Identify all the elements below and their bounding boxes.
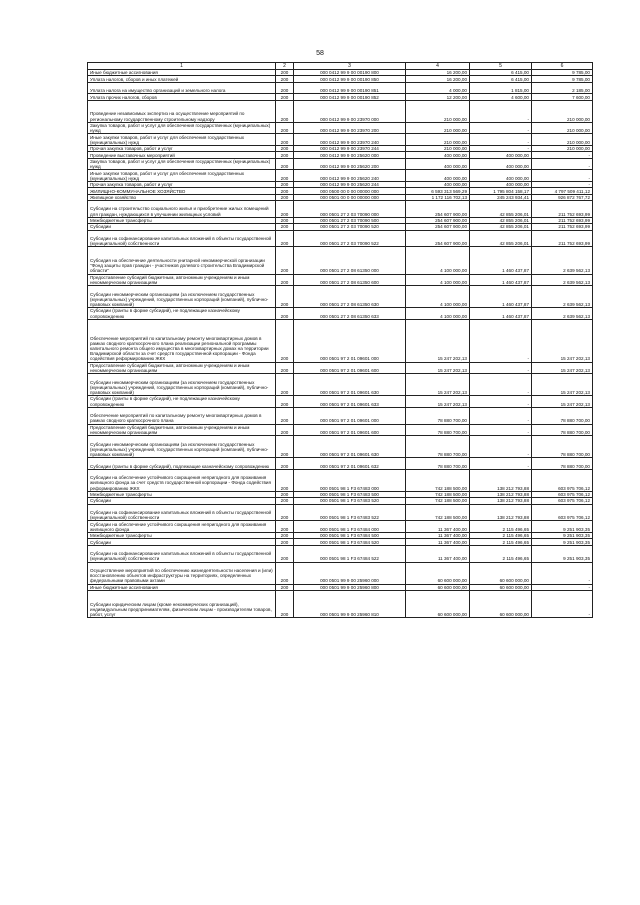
row-unexecuted-cell: 210 000,00	[532, 134, 593, 146]
row-name-cell: Субсидии на строительство социального жилья и приобретение жилых помещений для граждан, нуждающихся в улучшении жилищных условий	[88, 201, 276, 218]
row-kbk-cell: 000 0501 98 1 F3 67484 522	[294, 545, 406, 562]
row-approved-cell: 15 247 202,13	[406, 374, 470, 396]
row-unexecuted-cell: 9 251 903,35	[532, 545, 593, 562]
row-unexecuted-cell: 9 785,00	[532, 76, 593, 82]
row-code-cell: 200	[276, 504, 294, 521]
row-approved-cell: 11 367 400,00	[406, 539, 470, 545]
row-approved-cell: 210 000,00	[406, 122, 470, 134]
row-name-cell: Иные бюджетные ассигнования	[88, 70, 276, 76]
row-unexecuted-cell: 4 797 509 411,12	[532, 188, 593, 194]
row-approved-cell: 60 600 000,00	[406, 562, 470, 584]
row-unexecuted-cell: 78 880 700,00	[532, 436, 593, 458]
table-row	[88, 319, 593, 362]
row-executed-cell: 1 460 437,87	[470, 274, 532, 286]
row-executed-cell: 6 415,00	[470, 70, 532, 76]
row-unexecuted-cell: -	[532, 152, 593, 158]
row-name-cell: Проведение выставочных мероприятий	[88, 152, 276, 158]
table-row	[88, 82, 593, 94]
row-approved-cell: 1 172 116 702,13	[406, 194, 470, 200]
table-row	[88, 230, 593, 247]
row-executed-cell: -	[470, 436, 532, 458]
row-executed-cell: 60 600 000,00	[470, 584, 532, 590]
table-row	[88, 374, 593, 396]
table-row	[88, 562, 593, 584]
row-name-cell: Субсидии (гранты в форме субсидий), подлежащие казначейскому сопровождению	[88, 458, 276, 470]
row-kbk-cell: 000 0412 99 9 00 23970 244	[294, 145, 406, 151]
row-kbk-cell: 000 0501 27 2 03 70090 522	[294, 230, 406, 247]
row-approved-cell: 400 000,00	[406, 158, 470, 170]
row-kbk-cell: 000 0412 99 9 00 00190 852	[294, 94, 406, 100]
header-cell: 6	[532, 63, 593, 70]
row-unexecuted-cell: 9 785,00	[532, 70, 593, 76]
row-unexecuted-cell: 9 251 903,35	[532, 539, 593, 545]
row-executed-cell: -	[470, 319, 532, 362]
table-row	[88, 504, 593, 521]
row-unexecuted-cell: 15 247 202,13	[532, 374, 593, 396]
header-cell: 5	[470, 63, 532, 70]
row-name-cell: Межбюджетные трансферты	[88, 217, 276, 223]
row-executed-cell: -	[470, 100, 532, 122]
page-number: 58	[316, 50, 324, 57]
row-executed-cell: -	[470, 122, 532, 134]
row-code-cell: 200	[276, 491, 294, 497]
row-code-cell: 200	[276, 498, 294, 504]
row-code-cell: 200	[276, 319, 294, 362]
row-code-cell: 200	[276, 152, 294, 158]
header-cell: 3	[294, 63, 406, 70]
row-code-cell: 200	[276, 194, 294, 200]
row-name-cell: Закупка товаров, работ и услуг для обеспечения государственных (муниципальных) нужд	[88, 122, 276, 134]
table-row	[88, 436, 593, 458]
row-kbk-cell: 000 0501 27 2 08 61350 000	[294, 247, 406, 274]
row-code-cell: 200	[276, 217, 294, 223]
header-cell: 4	[406, 63, 470, 70]
row-kbk-cell: 000 0501 97 2 01 09601 633	[294, 396, 406, 408]
row-name-cell: Уплата налогов, сборов и иных платежей	[88, 76, 276, 82]
row-kbk-cell: 000 0501 97 2 01 09601 630	[294, 374, 406, 396]
row-executed-cell: -	[470, 458, 532, 470]
row-name-cell: Уплата налога на имущество организаций и земельного налога	[88, 82, 276, 94]
row-executed-cell: -	[470, 145, 532, 151]
row-unexecuted-cell: 603 975 706,12	[532, 498, 593, 504]
row-code-cell: 200	[276, 274, 294, 286]
row-approved-cell: 210 000,00	[406, 145, 470, 151]
row-code-cell: 200	[276, 396, 294, 408]
row-approved-cell: 254 607 900,00	[406, 217, 470, 223]
row-unexecuted-cell: -	[532, 170, 593, 182]
row-executed-cell: -	[470, 396, 532, 408]
row-executed-cell: 400 000,00	[470, 152, 532, 158]
row-code-cell: 200	[276, 362, 294, 374]
row-approved-cell: 210 000,00	[406, 100, 470, 122]
row-unexecuted-cell: 210 000,00	[532, 122, 593, 134]
row-executed-cell: 42 855 206,01	[470, 217, 532, 223]
row-kbk-cell: 000 0501 99 9 00 25960 800	[294, 584, 406, 590]
row-approved-cell: 78 880 700,00	[406, 458, 470, 470]
row-name-cell: Субсидии некоммерческим организациям (за исключением государственных (муниципальных) учреждений, государственных корпораций (компаний), публично-правовых компаний)	[88, 374, 276, 396]
row-unexecuted-cell: 2 639 562,13	[532, 308, 593, 320]
row-name-cell: Иные закупки товаров, работ и услуг для обеспечения государственных (муниципальных) нужд	[88, 170, 276, 182]
row-kbk-cell: 000 0501 98 1 F3 67484 520	[294, 539, 406, 545]
row-executed-cell: 1 460 437,87	[470, 286, 532, 308]
row-name-cell: Предоставление субсидий бюджетным, автономным учреждениям и иным некоммерческим организациям	[88, 424, 276, 436]
row-name-cell: Субсидии некоммерческим организациям (за исключением государственных (муниципальных) учреждений, государственных корпораций (компаний), публично-правовых компаний)	[88, 286, 276, 308]
row-name-cell: Субсидии (гранты в форме субсидий), не подлежащие казначейскому сопровождению	[88, 396, 276, 408]
row-unexecuted-cell: -	[532, 590, 593, 617]
row-approved-cell: 254 607 900,00	[406, 201, 470, 218]
row-name-cell: ЖИЛИЩНО-КОММУНАЛЬНОЕ ХОЗЯЙСТВО	[88, 188, 276, 194]
table-row	[88, 458, 593, 470]
row-unexecuted-cell: 211 752 693,99	[532, 224, 593, 230]
row-code-cell: 200	[276, 134, 294, 146]
row-unexecuted-cell: -	[532, 158, 593, 170]
row-code-cell: 200	[276, 122, 294, 134]
table-row	[88, 134, 593, 146]
table-header-row	[88, 63, 593, 70]
row-executed-cell: 2 115 496,65	[470, 539, 532, 545]
row-unexecuted-cell: 15 247 202,13	[532, 396, 593, 408]
row-code-cell: 200	[276, 407, 294, 424]
row-executed-cell: 6 415,00	[470, 76, 532, 82]
row-name-cell: Иные бюджетные ассигнования	[88, 584, 276, 590]
row-unexecuted-cell: 78 880 700,00	[532, 424, 593, 436]
row-code-cell: 200	[276, 94, 294, 100]
row-approved-cell: 400 000,00	[406, 181, 470, 187]
row-kbk-cell: 000 0501 97 2 01 09601 000	[294, 319, 406, 362]
row-executed-cell: -	[470, 424, 532, 436]
row-kbk-cell: 000 0501 97 2 01 09601 632	[294, 458, 406, 470]
row-code-cell: 200	[276, 82, 294, 94]
row-approved-cell: 15 247 202,13	[406, 362, 470, 374]
table-row	[88, 469, 593, 491]
row-name-cell: Субсидии	[88, 224, 276, 230]
row-approved-cell: 11 367 400,00	[406, 545, 470, 562]
table-row	[88, 590, 593, 617]
row-executed-cell: 138 212 793,88	[470, 491, 532, 497]
table-row	[88, 158, 593, 170]
row-kbk-cell: 000 0501 98 1 F3 67484 000	[294, 521, 406, 533]
row-executed-cell: -	[470, 374, 532, 396]
row-code-cell: 200	[276, 374, 294, 396]
row-name-cell: Субсидии на софинансирование капитальных вложений в объекты государственной (муниципальной) собственности	[88, 230, 276, 247]
row-kbk-cell: 000 0412 99 9 00 25620 000	[294, 152, 406, 158]
row-approved-cell: 16 200,00	[406, 70, 470, 76]
row-executed-cell: -	[470, 362, 532, 374]
row-name-cell: Проведение независимых экспертиз на осуществление мероприятий по региональному государственному строительному надзору	[88, 100, 276, 122]
row-kbk-cell: 000 0412 99 9 00 23970 200	[294, 122, 406, 134]
row-unexecuted-cell: -	[532, 584, 593, 590]
row-kbk-cell: 000 0412 99 9 00 23970 000	[294, 100, 406, 122]
row-name-cell: Обеспечение мероприятий по капитальному ремонту многоквартирных домов в рамках сводного краткосрочного плана	[88, 407, 276, 424]
table-row	[88, 424, 593, 436]
row-executed-cell: 138 212 793,88	[470, 498, 532, 504]
row-name-cell: Закупка товаров, работ и услуг для обеспечения государственных (муниципальных) нужд	[88, 158, 276, 170]
row-kbk-cell: 000 0501 98 1 F3 67483 500	[294, 491, 406, 497]
row-approved-cell: 4 100 000,00	[406, 286, 470, 308]
row-unexecuted-cell: 603 975 706,12	[532, 469, 593, 491]
row-unexecuted-cell: 2 639 562,13	[532, 274, 593, 286]
row-code-cell: 200	[276, 170, 294, 182]
table-row	[88, 545, 593, 562]
table-row	[88, 201, 593, 218]
row-approved-cell: 4 000,00	[406, 82, 470, 94]
row-name-cell: Межбюджетные трансферты	[88, 532, 276, 538]
row-code-cell: 200	[276, 521, 294, 533]
row-executed-cell: 60 600 000,00	[470, 590, 532, 617]
row-unexecuted-cell: 210 000,00	[532, 145, 593, 151]
row-kbk-cell: 000 0501 27 2 08 61350 600	[294, 274, 406, 286]
row-executed-cell: 400 000,00	[470, 181, 532, 187]
row-executed-cell: 400 000,00	[470, 158, 532, 170]
row-code-cell: 200	[276, 539, 294, 545]
row-kbk-cell: 000 0501 27 2 03 70090 500	[294, 217, 406, 223]
row-name-cell: Обеспечение мероприятий по капитальному ремонту многоквартирных домов в рамках сводного краткосрочного плана реализации региональной программы капитального ремонта общего имущества в многоквартирных домах на территории Владимирской области за счет средств государственной корпорации - Фонда содействия реформированию ЖКХ	[88, 319, 276, 362]
row-executed-cell: -	[470, 134, 532, 146]
row-approved-cell: 400 000,00	[406, 170, 470, 182]
row-executed-cell: 138 212 793,88	[470, 504, 532, 521]
row-code-cell: 200	[276, 145, 294, 151]
row-approved-cell: 12 200,00	[406, 94, 470, 100]
row-executed-cell: 2 115 496,65	[470, 521, 532, 533]
row-approved-cell: 78 880 700,00	[406, 436, 470, 458]
row-kbk-cell: 000 0501 27 2 03 70090 000	[294, 201, 406, 218]
row-kbk-cell: 000 0501 27 2 08 61350 630	[294, 286, 406, 308]
row-name-cell: Субсидии	[88, 498, 276, 504]
row-code-cell: 200	[276, 590, 294, 617]
row-executed-cell: 4 600,00	[470, 94, 532, 100]
row-unexecuted-cell: 211 752 693,99	[532, 230, 593, 247]
row-approved-cell: 78 880 700,00	[406, 407, 470, 424]
row-executed-cell: 1 795 804 158,17	[470, 188, 532, 194]
row-approved-cell: 6 593 313 569,29	[406, 188, 470, 194]
row-approved-cell: 254 607 900,00	[406, 224, 470, 230]
row-kbk-cell: 000 0412 99 9 00 23970 240	[294, 134, 406, 146]
row-code-cell: 200	[276, 247, 294, 274]
row-approved-cell: 16 200,00	[406, 76, 470, 82]
row-approved-cell: 15 247 202,13	[406, 319, 470, 362]
row-unexecuted-cell: 210 000,00	[532, 100, 593, 122]
row-code-cell: 200	[276, 76, 294, 82]
row-unexecuted-cell: 15 247 202,13	[532, 319, 593, 362]
row-approved-cell: 4 100 000,00	[406, 247, 470, 274]
row-kbk-cell: 000 0501 97 2 01 09601 000	[294, 407, 406, 424]
row-unexecuted-cell: -	[532, 562, 593, 584]
row-kbk-cell: 000 0501 27 2 03 70090 520	[294, 224, 406, 230]
table-row	[88, 362, 593, 374]
row-code-cell: 200	[276, 224, 294, 230]
row-name-cell: Прочая закупка товаров, работ и услуг	[88, 145, 276, 151]
row-approved-cell: 254 607 900,00	[406, 230, 470, 247]
table-row	[88, 170, 593, 182]
row-kbk-cell: 000 0412 99 9 00 25620 200	[294, 158, 406, 170]
row-approved-cell: 742 188 500,00	[406, 498, 470, 504]
table-row	[88, 100, 593, 122]
row-approved-cell: 4 100 000,00	[406, 308, 470, 320]
row-approved-cell: 60 600 000,00	[406, 584, 470, 590]
row-kbk-cell: 000 0501 99 9 00 25960 810	[294, 590, 406, 617]
table-row	[88, 274, 593, 286]
header-cell: 1	[88, 63, 276, 70]
row-name-cell: Уплата прочих налогов, сборов	[88, 94, 276, 100]
table-row	[88, 152, 593, 158]
row-unexecuted-cell: 78 880 700,00	[532, 407, 593, 424]
row-unexecuted-cell: -	[532, 181, 593, 187]
row-approved-cell: 11 367 400,00	[406, 521, 470, 533]
row-code-cell: 200	[276, 545, 294, 562]
row-kbk-cell: 000 0412 99 9 00 25620 244	[294, 181, 406, 187]
row-name-cell: Осуществление мероприятий по обеспечению жизнедеятельности населения и (или) восстановлению объектов инфраструктуры на территориях, определенных федеральными правовыми актами	[88, 562, 276, 584]
row-kbk-cell: 000 0412 99 9 00 25620 240	[294, 170, 406, 182]
row-kbk-cell: 000 0501 97 2 01 09601 600	[294, 424, 406, 436]
row-approved-cell: 742 188 500,00	[406, 491, 470, 497]
row-kbk-cell: 000 0501 99 9 00 25960 000	[294, 562, 406, 584]
row-code-cell: 200	[276, 424, 294, 436]
row-name-cell: Субсидии (гранты в форме субсидий), не подлежащие казначейскому сопровождению	[88, 308, 276, 320]
table-row	[88, 396, 593, 408]
row-approved-cell: 742 188 500,00	[406, 504, 470, 521]
row-unexecuted-cell: 2 639 562,13	[532, 286, 593, 308]
row-executed-cell: 60 600 000,00	[470, 562, 532, 584]
row-name-cell: Субсидия на обеспечение деятельности унитарной некоммерческой организации "Фонд защиты прав граждан - участников долевого строительства Владимирской области"	[88, 247, 276, 274]
table-row	[88, 521, 593, 533]
row-kbk-cell: 000 0501 97 2 01 09601 630	[294, 436, 406, 458]
row-code-cell: 200	[276, 70, 294, 76]
row-code-cell: 200	[276, 562, 294, 584]
row-approved-cell: 742 188 500,00	[406, 469, 470, 491]
row-executed-cell: 42 855 206,01	[470, 230, 532, 247]
row-name-cell: Предоставление субсидий бюджетным, автономным учреждениям и иным некоммерческим организациям	[88, 274, 276, 286]
row-approved-cell: 210 000,00	[406, 134, 470, 146]
row-unexecuted-cell: 9 251 903,35	[532, 532, 593, 538]
row-code-cell: 200	[276, 286, 294, 308]
row-unexecuted-cell: 211 752 693,99	[532, 217, 593, 223]
row-kbk-cell: 000 0501 98 1 F3 67484 500	[294, 532, 406, 538]
row-unexecuted-cell: 9 251 903,35	[532, 521, 593, 533]
row-name-cell: Субсидии на обеспечение устойчивого сокращения непригодного для проживания жилищного фонда	[88, 521, 276, 533]
row-executed-cell: 1 460 437,87	[470, 247, 532, 274]
row-code-cell: 200	[276, 188, 294, 194]
row-kbk-cell: 000 0412 99 9 00 00190 851	[294, 82, 406, 94]
row-name-cell: Субсидии на обеспечение устойчивого сокращения непригодного для проживания жилищного фонда за счет средств государственной корпорации - Фонда содействия реформированию ЖКХ	[88, 469, 276, 491]
row-executed-cell: 2 115 496,65	[470, 545, 532, 562]
table-row	[88, 188, 593, 194]
row-unexecuted-cell: 2 185,00	[532, 82, 593, 94]
row-executed-cell: 400 000,00	[470, 170, 532, 182]
row-executed-cell: 2 115 496,65	[470, 532, 532, 538]
row-name-cell: Субсидии на софинансирование капитальных вложений в объекты государственной (муниципальной) собственности	[88, 545, 276, 562]
row-executed-cell: -	[470, 407, 532, 424]
budget-execution-table	[87, 62, 593, 618]
row-name-cell: Жилищное хозяйство	[88, 194, 276, 200]
row-approved-cell: 78 880 700,00	[406, 424, 470, 436]
row-unexecuted-cell: 603 975 706,12	[532, 504, 593, 521]
row-kbk-cell: 000 0500 00 0 00 00000 000	[294, 188, 406, 194]
row-approved-cell: 4 100 000,00	[406, 274, 470, 286]
row-approved-cell: 400 000,00	[406, 152, 470, 158]
row-name-cell: Предоставление субсидий бюджетным, автономным учреждениям и иным некоммерческим организациям	[88, 362, 276, 374]
table-row	[88, 407, 593, 424]
row-kbk-cell: 000 0412 99 9 00 00190 850	[294, 76, 406, 82]
row-kbk-cell: 000 0501 00 0 00 00000 000	[294, 194, 406, 200]
row-code-cell: 200	[276, 458, 294, 470]
row-name-cell: Межбюджетные трансферты	[88, 491, 276, 497]
row-unexecuted-cell: 15 247 202,13	[532, 362, 593, 374]
row-executed-cell: 42 855 206,01	[470, 201, 532, 218]
row-name-cell: Субсидии юридическим лицам (кроме некоммерческих организаций), индивидуальным предпринимателям, физическим лицам - производителям товаров, работ, услуг	[88, 590, 276, 617]
row-code-cell: 200	[276, 436, 294, 458]
row-approved-cell: 11 367 400,00	[406, 532, 470, 538]
row-code-cell: 200	[276, 532, 294, 538]
row-code-cell: 200	[276, 308, 294, 320]
row-code-cell: 200	[276, 158, 294, 170]
row-code-cell: 200	[276, 584, 294, 590]
row-executed-cell: 138 212 793,88	[470, 469, 532, 491]
row-unexecuted-cell: 211 752 693,99	[532, 201, 593, 218]
row-name-cell: Субсидии	[88, 539, 276, 545]
row-name-cell: Прочая закупка товаров, работ и услуг	[88, 181, 276, 187]
row-code-cell: 200	[276, 100, 294, 122]
row-approved-cell: 15 247 202,13	[406, 396, 470, 408]
table-row	[88, 308, 593, 320]
row-kbk-cell: 000 0501 27 2 08 61350 633	[294, 308, 406, 320]
table-row	[88, 76, 593, 82]
row-executed-cell: 42 855 206,01	[470, 224, 532, 230]
row-kbk-cell: 000 0501 98 1 F3 67483 522	[294, 504, 406, 521]
row-unexecuted-cell: 7 600,00	[532, 94, 593, 100]
row-unexecuted-cell: 2 639 562,13	[532, 247, 593, 274]
row-unexecuted-cell: 926 872 767,72	[532, 194, 593, 200]
table-row	[88, 181, 593, 187]
row-unexecuted-cell: 603 975 706,12	[532, 491, 593, 497]
row-kbk-cell: 000 0412 99 9 00 00190 800	[294, 70, 406, 76]
row-name-cell: Субсидии на софинансирование капитальных вложений в объекты государственной (муниципальной) собственности	[88, 504, 276, 521]
row-code-cell: 200	[276, 230, 294, 247]
row-code-cell: 200	[276, 469, 294, 491]
header-cell: 2	[276, 63, 294, 70]
row-code-cell: 200	[276, 181, 294, 187]
row-name-cell: Субсидии некоммерческим организациям (за исключением государственных (муниципальных) учреждений, государственных корпораций (компаний), публично-правовых компаний)	[88, 436, 276, 458]
row-approved-cell: 60 600 000,00	[406, 590, 470, 617]
row-code-cell: 200	[276, 201, 294, 218]
table-row	[88, 286, 593, 308]
row-kbk-cell: 000 0501 97 2 01 09601 600	[294, 362, 406, 374]
row-executed-cell: 245 243 934,41	[470, 194, 532, 200]
row-kbk-cell: 000 0501 98 1 F3 67483 520	[294, 498, 406, 504]
table-row	[88, 122, 593, 134]
row-executed-cell: 1 815,00	[470, 82, 532, 94]
row-executed-cell: 1 460 437,87	[470, 308, 532, 320]
row-kbk-cell: 000 0501 98 1 F3 67483 000	[294, 469, 406, 491]
table-row	[88, 247, 593, 274]
row-name-cell: Иные закупки товаров, работ и услуг для обеспечения государственных (муниципальных) нужд	[88, 134, 276, 146]
row-unexecuted-cell: 78 880 700,00	[532, 458, 593, 470]
